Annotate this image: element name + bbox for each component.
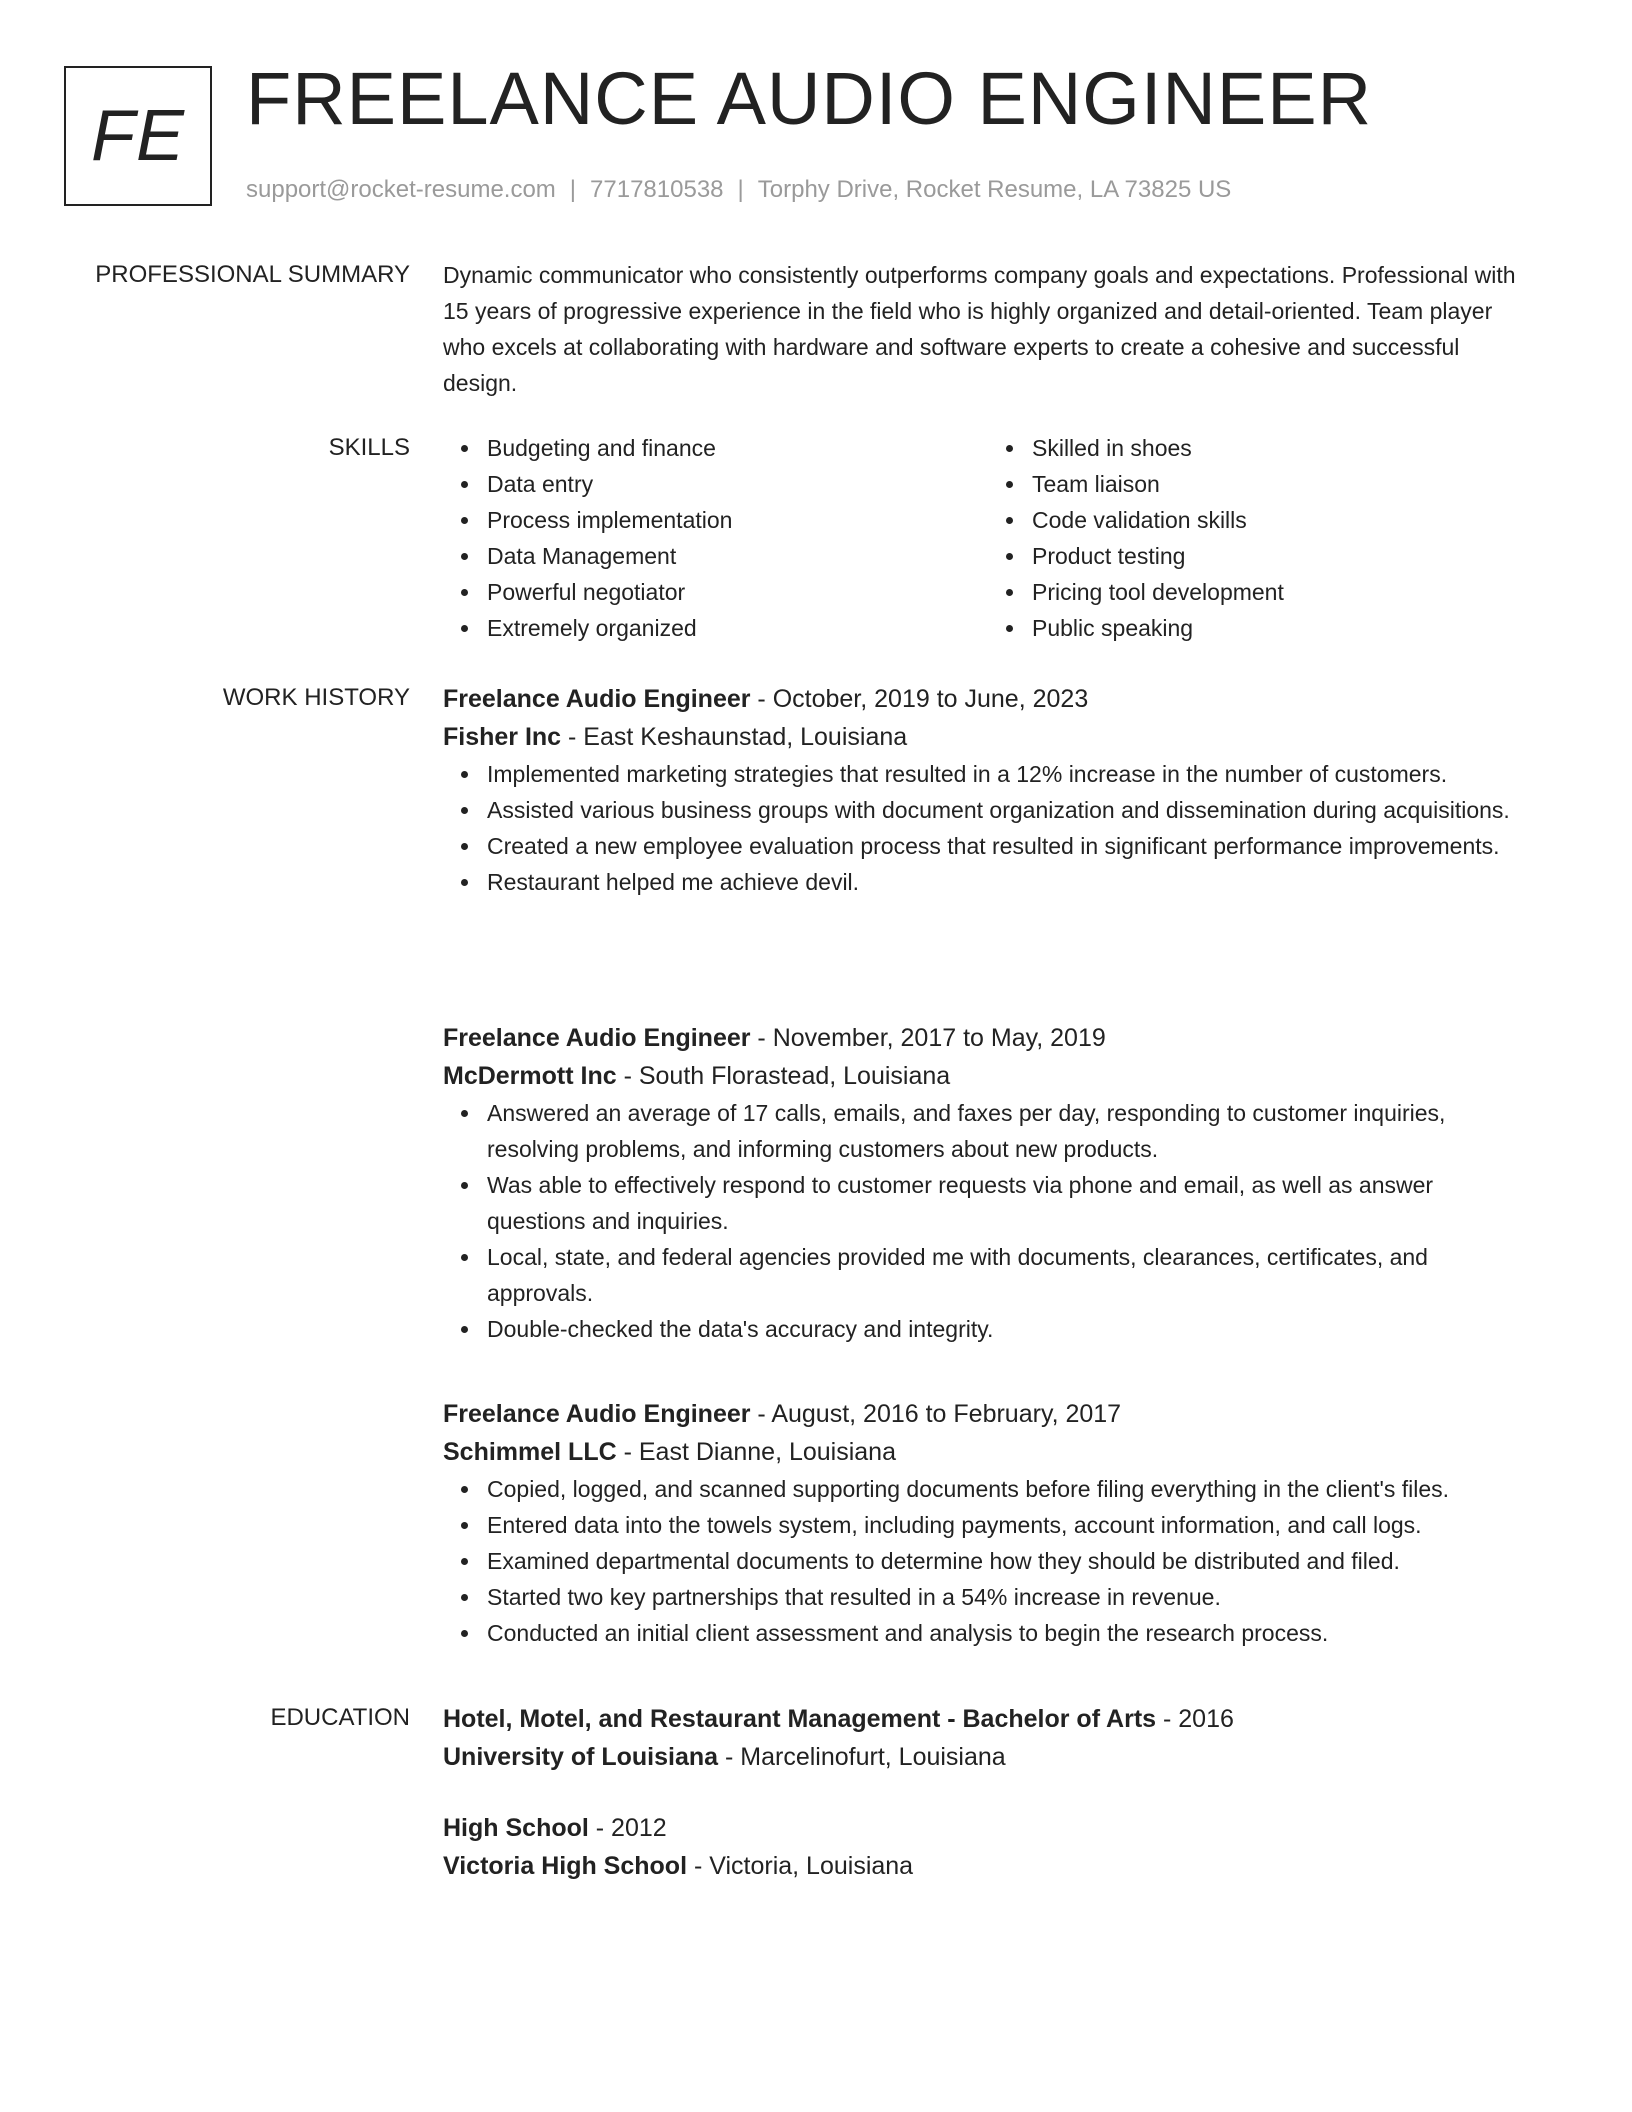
job-title-line bbox=[443, 680, 1533, 718]
skill-item: Product testing bbox=[1032, 538, 1533, 574]
contact-address: Torphy Drive, Rocket Resume, LA 73825 US bbox=[757, 176, 1232, 203]
education-degree: Hotel, Motel, and Restaurant Management - Bachelor of Arts bbox=[443, 1705, 1157, 1733]
candidate-name: FREELANCE AUDIO ENGINEER bbox=[246, 57, 1373, 140]
skill-item: Skilled in shoes bbox=[1032, 430, 1533, 466]
skill-item: Powerful negotiator bbox=[487, 574, 988, 610]
job-dates: - October, 2019 to June, 2023 bbox=[750, 685, 1089, 713]
job-bullets bbox=[443, 1471, 1533, 1651]
education-school-line bbox=[443, 1847, 1533, 1885]
education-year: - 2016 bbox=[1156, 1705, 1234, 1733]
skill-item: Pricing tool development bbox=[1032, 574, 1533, 610]
education-location: - Victoria, Louisiana bbox=[687, 1852, 914, 1880]
job-entry bbox=[443, 1019, 1533, 1347]
job-bullet: Assisted various business groups with document organization and dissemination during acquisitions. bbox=[487, 792, 1533, 828]
skill-item: Budgeting and finance bbox=[487, 430, 988, 466]
job-location: - East Dianne, Louisiana bbox=[616, 1438, 896, 1466]
job-bullet: Restaurant helped me achieve devil. bbox=[487, 864, 1533, 900]
education-degree-line bbox=[443, 1700, 1533, 1738]
job-bullet: Examined departmental documents to determine how they should be distributed and filed. bbox=[487, 1543, 1533, 1579]
job-bullet: Implemented marketing strategies that resulted in a 12% increase in the number of customers. bbox=[487, 756, 1533, 792]
education-school: Victoria High School bbox=[443, 1852, 688, 1880]
job-entry bbox=[443, 1395, 1533, 1651]
section-label-summary: PROFESSIONAL SUMMARY bbox=[95, 261, 410, 288]
job-bullet: Copied, logged, and scanned supporting documents before filing everything in the client's files. bbox=[487, 1471, 1533, 1507]
job-company-line bbox=[443, 1057, 1533, 1095]
job-bullet: Was able to effectively respond to customer requests via phone and email, as well as answer questions and inquiries. bbox=[487, 1167, 1533, 1239]
skill-item: Team liaison bbox=[1032, 466, 1533, 502]
education-degree: High School bbox=[443, 1814, 589, 1842]
job-title: Freelance Audio Engineer bbox=[443, 1024, 751, 1052]
job-location: - East Keshaunstad, Louisiana bbox=[561, 723, 908, 751]
job-bullets bbox=[443, 756, 1533, 900]
contact-line bbox=[246, 174, 1231, 206]
job-bullet: Answered an average of 17 calls, emails, and faxes per day, responding to customer inquiries, resolving problems, and informing customers about new products. bbox=[487, 1095, 1533, 1167]
job-entry bbox=[443, 680, 1533, 900]
summary-text: Dynamic communicator who consistently outperforms company goals and expectations. Professional with 15 years of progressive experience in the field who is highly organized and detail-oriented. Team player who excels at collaborating with hardware and software experts to create a cohesive and successful design. bbox=[443, 262, 1516, 396]
job-bullet: Entered data into the towels system, including payments, account information, and call logs. bbox=[487, 1507, 1533, 1543]
job-company: Fisher Inc bbox=[443, 723, 562, 751]
job-location: - South Florastead, Louisiana bbox=[616, 1062, 951, 1090]
job-bullet: Conducted an initial client assessment and analysis to begin the research process. bbox=[487, 1615, 1533, 1651]
skill-item: Process implementation bbox=[487, 502, 988, 538]
job-title-line bbox=[443, 1395, 1533, 1433]
section-label-education: EDUCATION bbox=[270, 1704, 410, 1731]
education-entry bbox=[443, 1809, 1533, 1885]
job-title: Freelance Audio Engineer bbox=[443, 1400, 751, 1428]
summary-body bbox=[443, 257, 1533, 401]
job-company: McDermott Inc bbox=[443, 1062, 617, 1090]
job-bullet: Started two key partnerships that resulted in a 54% increase in revenue. bbox=[487, 1579, 1533, 1615]
education-degree-line bbox=[443, 1809, 1533, 1847]
skill-item: Data Management bbox=[487, 538, 988, 574]
skills-list-right bbox=[988, 430, 1533, 646]
education-entry bbox=[443, 1700, 1533, 1776]
section-label-work: WORK HISTORY bbox=[222, 684, 410, 711]
education-location: - Marcelinofurt, Louisiana bbox=[718, 1743, 1006, 1771]
job-bullet: Double-checked the data's accuracy and integrity. bbox=[487, 1311, 1533, 1347]
education-school: University of Louisiana bbox=[443, 1743, 719, 1771]
job-title-line bbox=[443, 1019, 1533, 1057]
education-year: - 2012 bbox=[588, 1814, 667, 1842]
job-company-line bbox=[443, 1433, 1533, 1471]
skill-item: Public speaking bbox=[1032, 610, 1533, 646]
job-title: Freelance Audio Engineer bbox=[443, 685, 751, 713]
skill-item: Code validation skills bbox=[1032, 502, 1533, 538]
skills-list-left bbox=[443, 430, 988, 646]
job-dates: - November, 2017 to May, 2019 bbox=[750, 1024, 1106, 1052]
monogram-initials: FE bbox=[90, 96, 185, 176]
section-label-skills: SKILLS bbox=[328, 434, 410, 461]
job-company-line bbox=[443, 718, 1533, 756]
job-bullet: Local, state, and federal agencies provided me with documents, clearances, certificates, and approvals. bbox=[487, 1239, 1533, 1311]
job-bullets bbox=[443, 1095, 1533, 1347]
skills-body bbox=[443, 430, 1533, 646]
job-company: Schimmel LLC bbox=[443, 1438, 617, 1466]
contact-phone: 7717810538 bbox=[590, 176, 724, 203]
contact-email: support@rocket-resume.com bbox=[246, 176, 556, 203]
skill-item: Extremely organized bbox=[487, 610, 988, 646]
job-bullet: Created a new employee evaluation process that resulted in significant performance improvements. bbox=[487, 828, 1533, 864]
contact-separator: | bbox=[737, 176, 744, 203]
skill-item: Data entry bbox=[487, 466, 988, 502]
education-school-line bbox=[443, 1738, 1533, 1776]
job-dates: - August, 2016 to February, 2017 bbox=[750, 1400, 1122, 1428]
monogram-box bbox=[64, 66, 212, 206]
contact-separator: | bbox=[569, 176, 577, 203]
